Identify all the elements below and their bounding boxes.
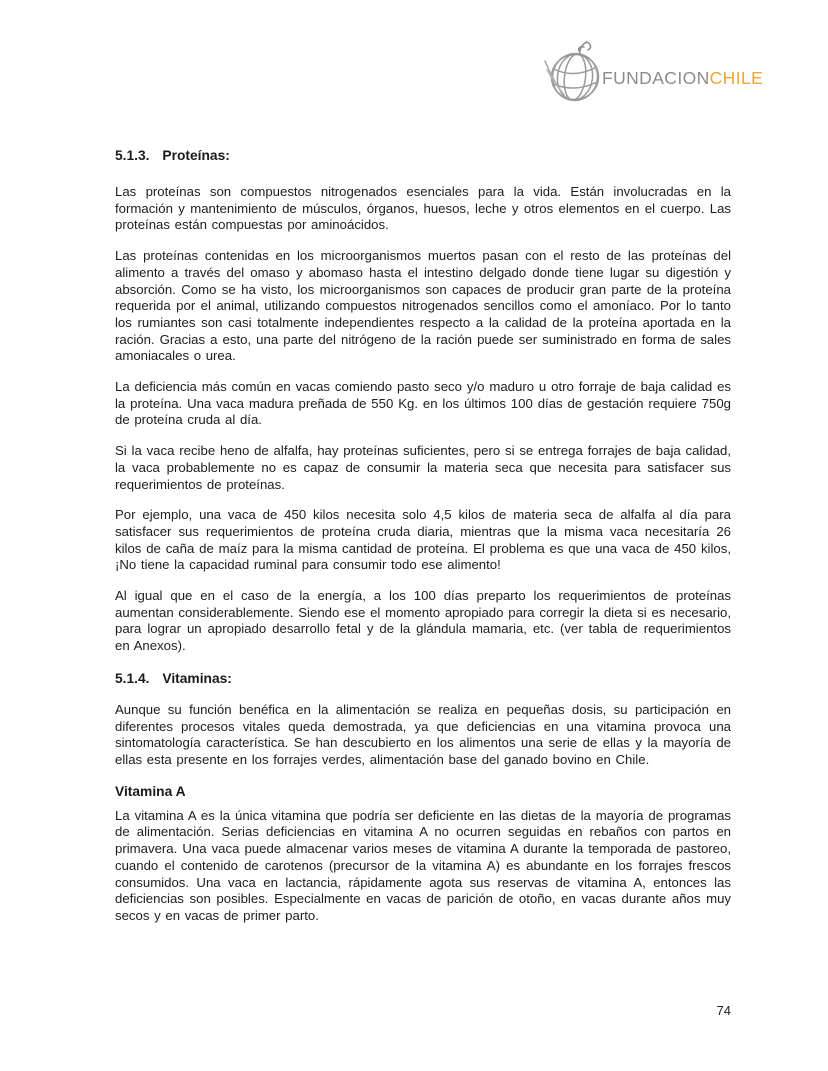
subsection-heading-vitamina-a bbox=[115, 783, 731, 800]
section-title: Proteínas: bbox=[162, 148, 230, 163]
section-number: 5.1.3. bbox=[115, 148, 150, 163]
section-heading-proteinas bbox=[115, 147, 731, 164]
paragraph: La vitamina A es la única vitamina que podría ser deficiente en las dietas de la mayoría de programas de alimentación. Serias deficiencias en vitamina A no ocurren seguidas en rebaños con partos en primavera. Una vaca puede almacenar varios meses de vitamina A durante la temporada de pastoreo, cuando el contenido de carotenos (precursor de la vitamina A) es abundante en los forrajes frescos consumidos. Una vaca en lactancia, rápidamente agota sus reservas de vitamina A, entonces las deficiencias son posibles. Especialmente en vacas de parición de otoño, en vacas durante años muy secos y en vacas de primer parto. bbox=[115, 807, 731, 923]
section-number: 5.1.4. bbox=[115, 670, 150, 686]
paragraph: Por ejemplo, una vaca de 450 kilos necesita solo 4,5 kilos de materia seca de alfalfa al día para satisfacer sus requerimientos de proteína cruda diaria, mientras que la misma vaca necesitaría 26 kilos de caña de maíz para la misma cantidad de proteína. El problema es que una vaca de 450 kilos, ¡No tiene la capacidad ruminal para consumir todo ese alimento! bbox=[115, 507, 731, 573]
paragraph: Al igual que en el caso de la energía, a los 100 días preparto los requerimientos de proteínas aumentan considerablemente. Siendo ese el momento apropiado para corregir la dieta si es necesario, para lograr un apropiado desarrollo fetal y de la glándula mamaria, etc. (ver tabla de requerimientos en Anexos). bbox=[115, 588, 731, 654]
fundacion-chile-logo bbox=[544, 40, 763, 104]
subsection-title: Vitamina A bbox=[115, 783, 186, 799]
paragraph: Las proteínas contenidas en los microorganismos muertos pasan con el resto de las proteínas del alimento a través del omaso y abomaso hasta el intestino delgado donde tiene lugar su digestión y absorción. Como se ha visto, los microorganismos son capaces de producir gran parte de la proteína requerida por el animal, utilizando compuestos nitrogenados sencillos como el amoníaco. Por lo tanto los rumiantes son casi totalmente independientes respecto a la calidad de la proteína aportada en la ración. Gracias a esto, una parte del nitrógeno de la ración puede ser suministrado en forma de sales amoniacales o urea. bbox=[115, 248, 731, 364]
logo-text-fundacion: FUNDACION bbox=[602, 68, 710, 88]
page-number: 74 bbox=[716, 1003, 731, 1018]
paragraph: Si la vaca recibe heno de alfalfa, hay proteínas suficientes, pero si se entrega forrajes de baja calidad, la vaca probablemente no es capaz de consumir la materia seca que necesita para satisfacer sus requerimientos de proteínas. bbox=[115, 443, 731, 492]
paragraph: Las proteínas son compuestos nitrogenados esenciales para la vida. Están involucradas en la formación y mantenimiento de músculos, órganos, huesos, leche y otros elementos en el cuerpo. Las proteínas están compuestas por aminoácidos. bbox=[115, 184, 731, 233]
section-heading-vitaminas bbox=[115, 670, 731, 687]
paragraph: Aunque su función benéfica en la alimentación se realiza en pequeñas dosis, su participación en diferentes procesos vitales queda demostrada, ya que deficiencias en una vitamina provoca una sintomatología característica. Se han descubierto en los alimentos una serie de ellas y la mayoría de ellas esta presente en los forrajes verdes, alimentación base del ganado bovino en Chile. bbox=[115, 701, 731, 767]
globe-sketch-icon bbox=[544, 40, 608, 104]
section-title: Vitaminas: bbox=[162, 670, 232, 686]
logo-wordmark bbox=[602, 68, 763, 89]
document-content bbox=[115, 147, 731, 939]
logo-text-chile: CHILE bbox=[709, 68, 764, 88]
paragraph: La deficiencia más común en vacas comiendo pasto seco y/o maduro u otro forraje de baja calidad es la proteína. Una vaca madura preñada de 550 Kg. en los últimos 100 días de gestación requiere 750g de proteína cruda al día. bbox=[115, 379, 731, 428]
